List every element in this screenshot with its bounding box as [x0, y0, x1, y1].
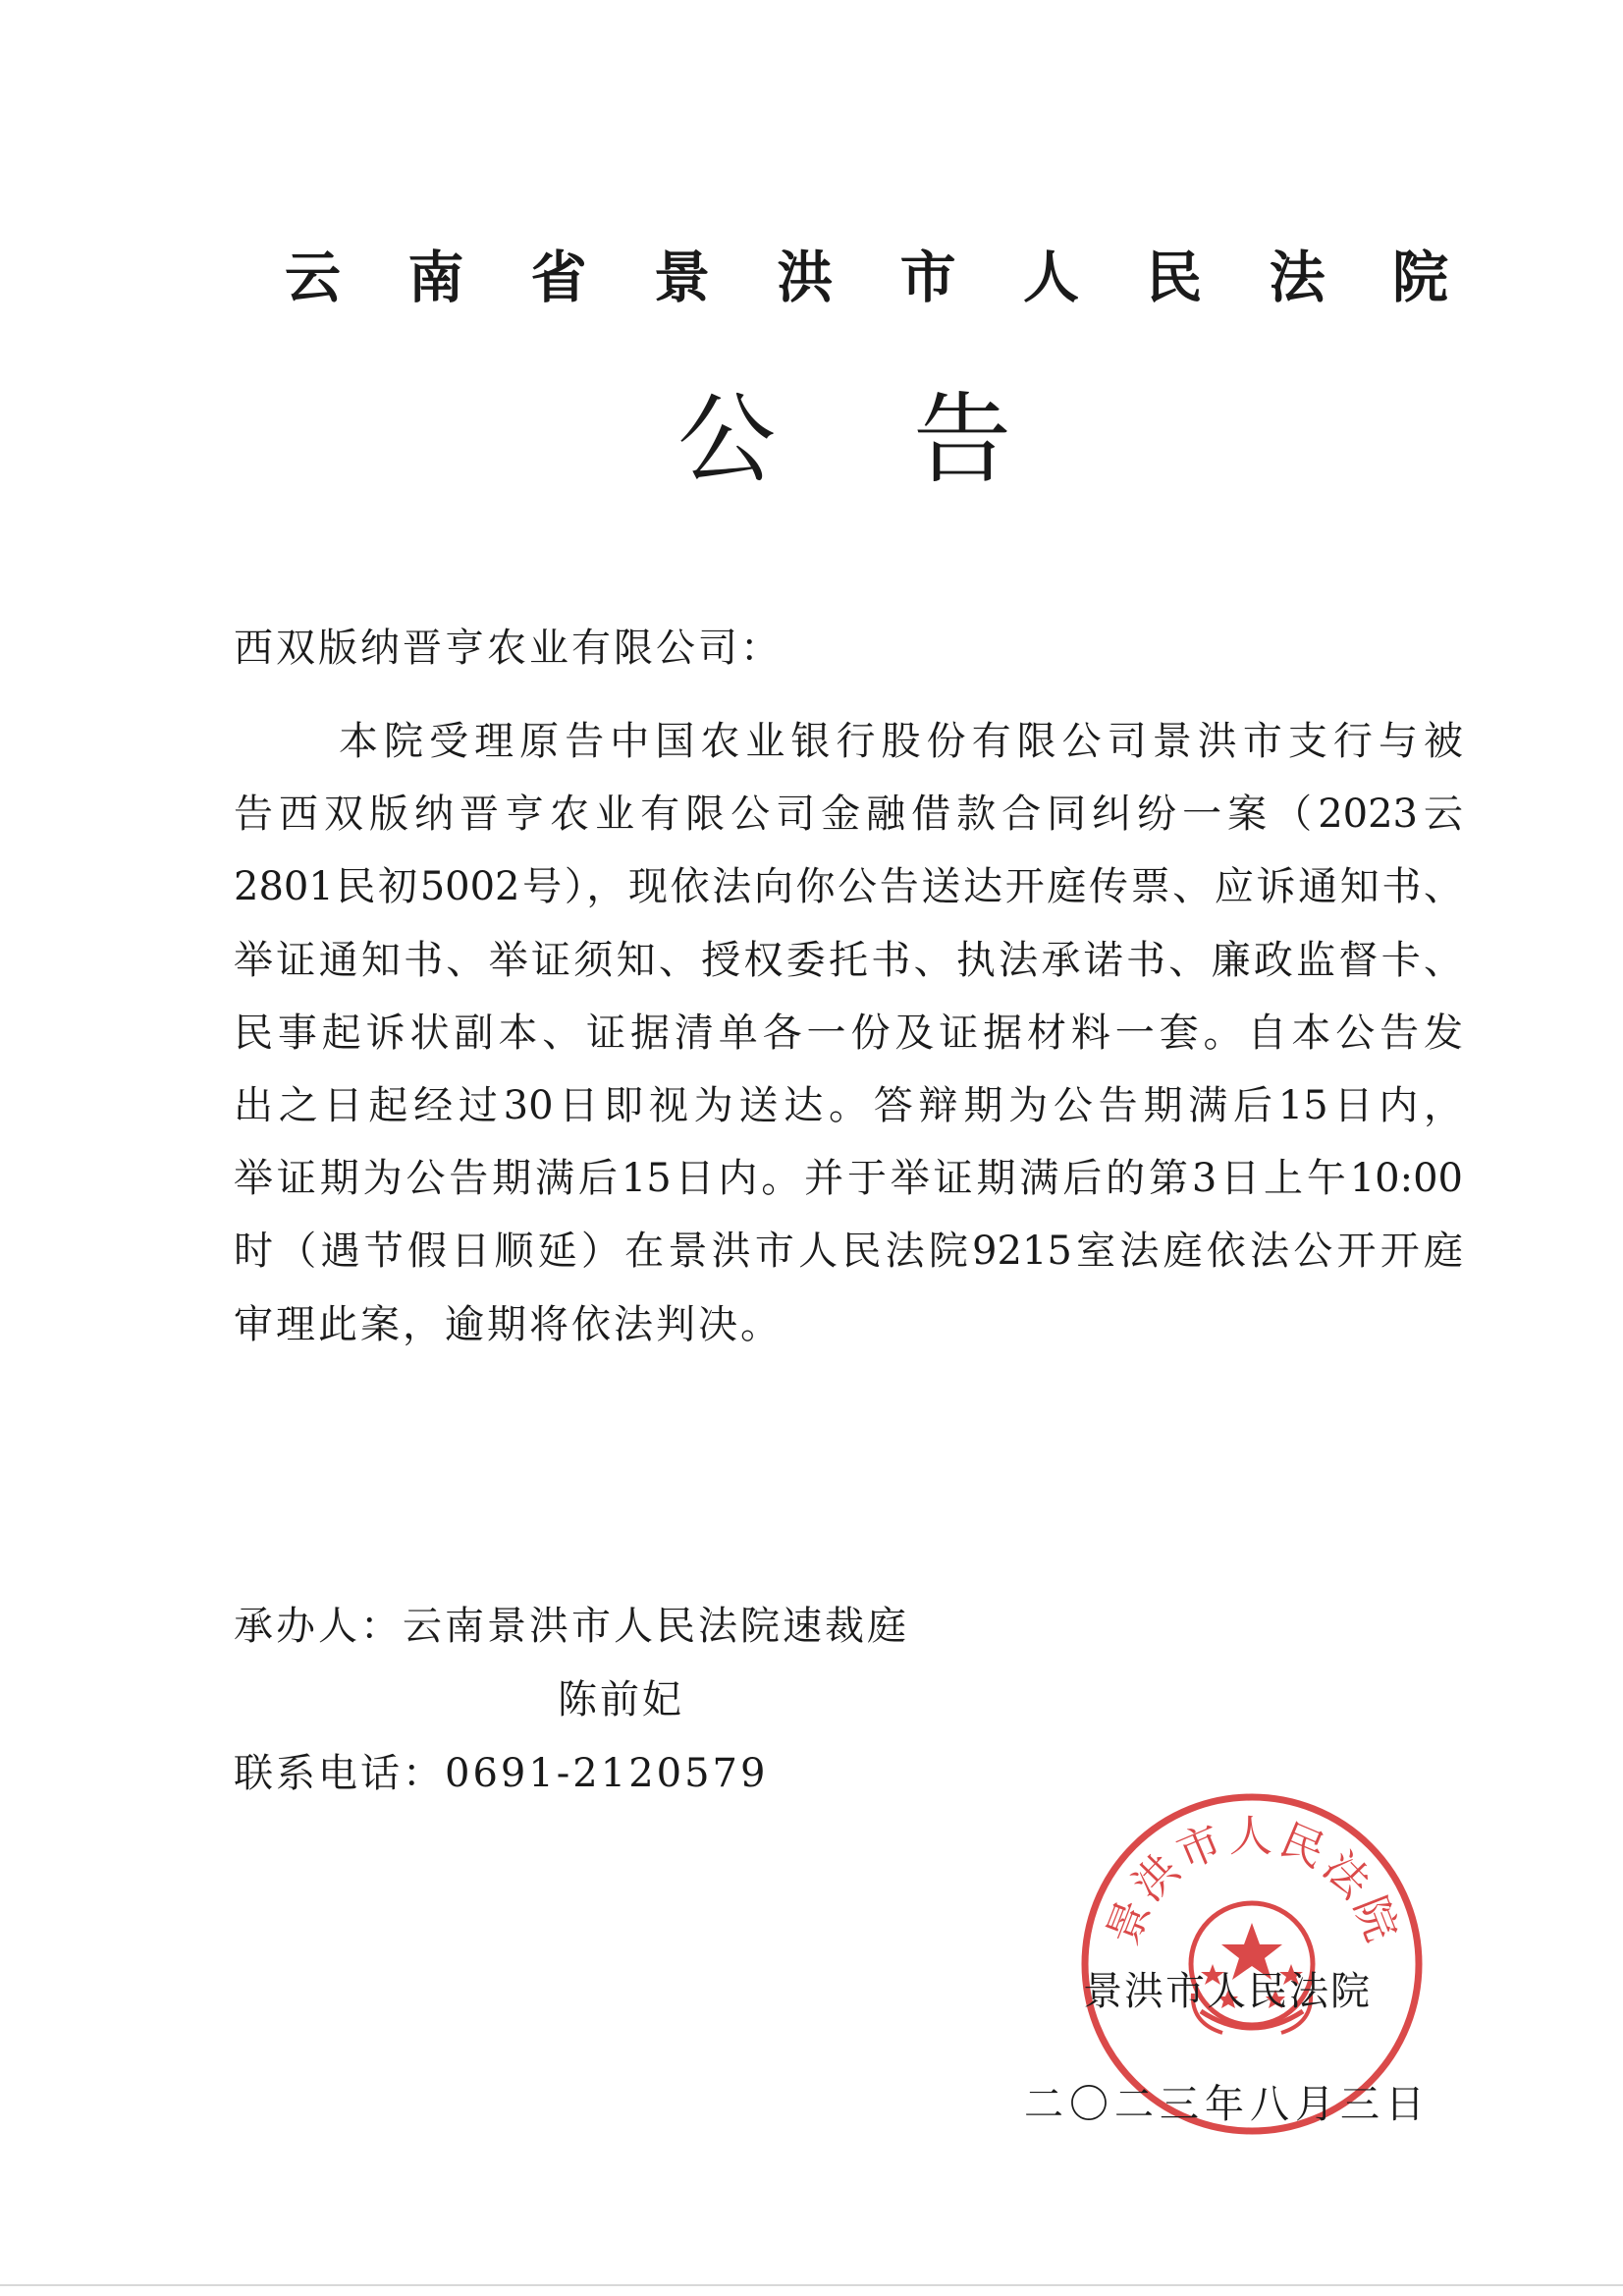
document-title — [677, 381, 1011, 499]
court-title-char: 洪 — [777, 246, 834, 310]
document-title-char: 告 — [913, 382, 1011, 497]
signing-court: 景洪市人民法院 — [1083, 1969, 1372, 2014]
handler-label: 承办人：云南景洪市人民法院速裁庭 — [234, 1604, 909, 1649]
addressee: 西双版纳晋亨农业有限公司： — [234, 626, 783, 671]
body-line: 审理此案，逾期将依法判决。 — [234, 1301, 783, 1347]
body-line: 本院受理原告中国农业银行股份有限公司景洪市支行与被 — [339, 719, 1463, 764]
body-line: 民事起诉状副本、证据清单各一份及证据材料一套。自本公告发 — [234, 1010, 1463, 1056]
court-title-char: 省 — [530, 246, 587, 310]
court-title-char: 法 — [1269, 246, 1325, 310]
court-title-char: 云 — [285, 246, 341, 310]
body-line: 告西双版纳晋亨农业有限公司金融借款合同纠纷一案（2023云 — [234, 792, 1463, 838]
court-title-char: 人 — [1022, 246, 1079, 310]
scan-edge-line — [0, 2284, 1623, 2286]
court-title-char: 南 — [407, 246, 464, 310]
body-line: 时（遇节假日顺延）在景洪市人民法院9215室法庭依法公开开庭 — [234, 1229, 1463, 1275]
handler-info — [234, 1599, 1019, 1820]
signing-date: 二〇二三年八月三日 — [1024, 2082, 1431, 2127]
body-line: 出之日起经过30日即视为送达。答辩期为公告期满后15日内， — [234, 1082, 1463, 1128]
document-title-char: 公 — [677, 382, 776, 497]
court-title — [285, 244, 1448, 312]
contact-phone: 联系电话：0691-2120579 — [234, 1751, 769, 1796]
seal-text: 景洪市人民法院 — [1098, 1811, 1408, 1952]
court-title-char: 民 — [1146, 246, 1203, 310]
body-line: 2801民初5002号），现依法向你公告送达开庭传票、应诉通知书、 — [234, 864, 1463, 910]
body-line: 举证期为公告期满后15日内。并于举证期满后的第3日上午10:00 — [234, 1156, 1463, 1202]
notice-body — [234, 705, 1463, 1361]
handler-name: 陈前妃 — [558, 1677, 684, 1722]
body-line: 举证通知书、举证须知、授权委托书、执法承诺书、廉政监督卡、 — [234, 937, 1463, 983]
signature-block — [1021, 1964, 1434, 2190]
court-title-char: 市 — [899, 246, 956, 310]
court-title-char: 景 — [653, 246, 710, 310]
court-title-char: 院 — [1391, 246, 1448, 310]
